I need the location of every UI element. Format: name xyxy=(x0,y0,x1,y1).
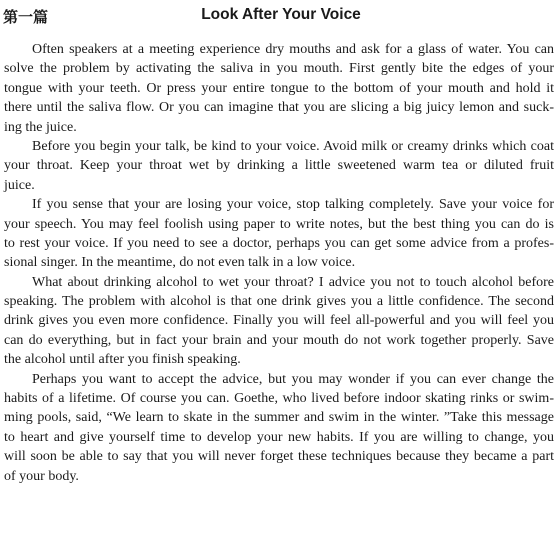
text-line: Perhaps you want to accept the advice, but you may wonder if you can ever change the xyxy=(32,371,554,387)
article-title: Look After Your Voice xyxy=(201,6,361,23)
text-line: to rest your voice. If you need to see a doctor, perhaps you can get some advice from a profes- xyxy=(4,235,554,251)
text-line: the alcohol until after you finish speaking. xyxy=(4,352,241,368)
text-line: What about drinking alcohol to wet your throat? I advice you not to touch alcohol before xyxy=(32,274,554,290)
text-line: will soon be able to say that you will never forget these techniques because they became a part xyxy=(4,449,554,465)
text-line: your speech. You may feel foolish using paper to write notes, but the best thing you can do is xyxy=(4,216,554,232)
text-line: of your body. xyxy=(4,468,79,484)
document-header xyxy=(0,4,558,30)
text-line: Before you begin your talk, be kind to your voice. Avoid milk or creamy drinks which coat xyxy=(32,138,554,154)
paragraph-5 xyxy=(4,370,554,486)
paragraph-2 xyxy=(4,137,554,195)
article-body xyxy=(4,40,554,486)
text-line: ing the juice. xyxy=(4,119,77,135)
section-label: 第一篇 xyxy=(3,8,49,26)
paragraph-4 xyxy=(4,273,554,370)
text-line: to heart and give yourself time to develop your new habits. If you are willing to change, you xyxy=(4,429,554,445)
text-line: If you sense that your are losing your voice, stop talking completely. Save your voice for xyxy=(32,197,554,213)
paragraph-1 xyxy=(4,40,554,137)
text-line: tongue with your teeth. Or press your entire tongue to the bottom of your mouth and hold it xyxy=(4,80,554,96)
text-line: your throat. Keep your throat wet by drinking a little sweetened warm tea or diluted fruit xyxy=(4,158,554,174)
text-line: sional singer. In the meantime, do not even talk in a low voice. xyxy=(4,255,356,271)
text-line: can do everything, but in fact your brain and your mouth do not work together properly. Save xyxy=(4,332,554,348)
text-line: ming pools, said, “We learn to skate in the summer and swim in the winter. ”Take this message xyxy=(4,410,554,426)
text-line: juice. xyxy=(4,177,35,193)
text-line: solve the problem by activating the saliva in you mouth. First gently bite the edges of your xyxy=(4,61,554,77)
paragraph-3 xyxy=(4,195,554,273)
text-line: there until the saliva flow. Or you can imagine that you are slicing a big juicy lemon and suck- xyxy=(4,100,554,116)
text-line: drink gives you even more confidence. Finally you will feel all-powerful and you will feel you xyxy=(4,313,554,329)
text-line: speaking. The problem with alcohol is that one drink gives you a little confidence. The second xyxy=(4,294,554,310)
text-line: habits of a lifetime. Of course you can. Goethe, who lived before indoor skating rinks or swim- xyxy=(4,391,554,407)
text-line: Often speakers at a meeting experience dry mouths and ask for a glass of water. You can xyxy=(32,42,554,57)
